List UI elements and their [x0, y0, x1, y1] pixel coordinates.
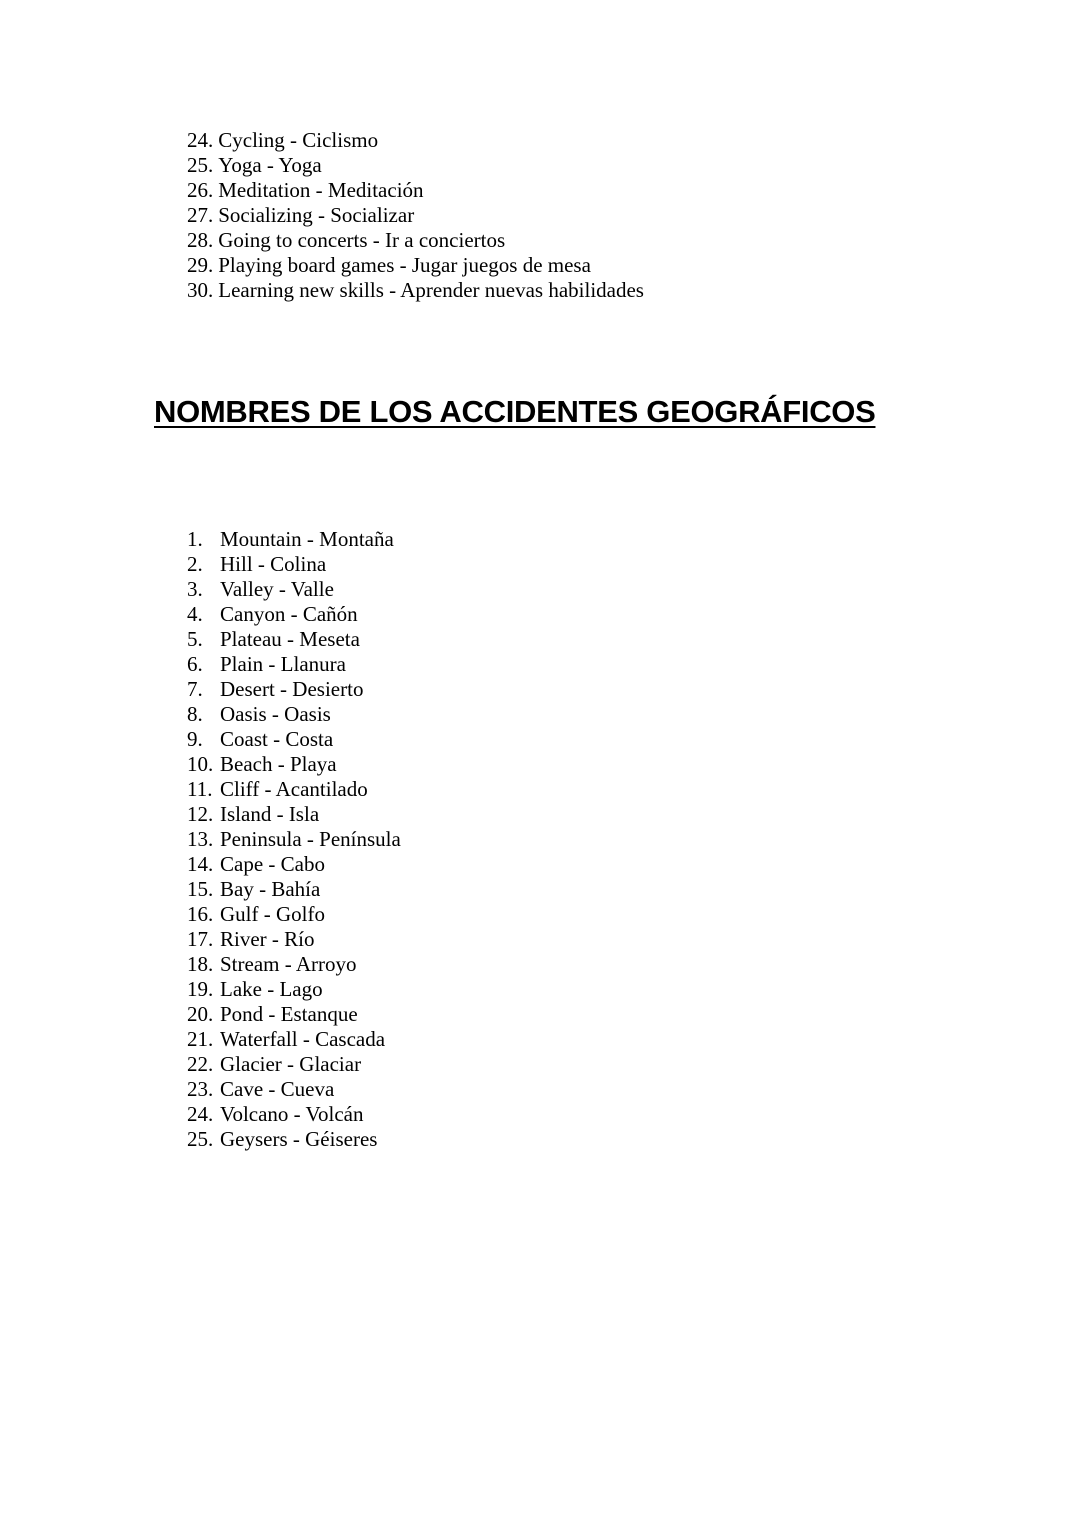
item-number: 10. — [187, 752, 214, 776]
item-text: Pond - Estanque — [220, 1002, 358, 1026]
list-item — [187, 128, 644, 153]
item-text: Canyon - Cañón — [220, 602, 358, 626]
item-number: 13. — [187, 827, 214, 851]
item-text: Glacier - Glaciar — [220, 1052, 362, 1076]
list-item — [187, 902, 401, 927]
item-number: 18. — [187, 952, 214, 976]
item-text: Meditation - Meditación — [218, 178, 424, 202]
list-item — [187, 153, 644, 178]
list-item — [187, 927, 401, 952]
item-text: Bay - Bahía — [220, 877, 321, 901]
item-text: Peninsula - Península — [220, 827, 401, 851]
geography-list — [187, 527, 401, 1152]
list-item — [187, 278, 644, 303]
list-item — [187, 852, 401, 877]
item-number: 24. — [187, 128, 214, 152]
item-number: 7. — [187, 677, 203, 701]
item-text: Going to concerts - Ir a conciertos — [218, 228, 506, 252]
list-item — [187, 577, 401, 602]
list-item — [187, 702, 401, 727]
item-text: Learning new skills - Aprender nuevas habilidades — [218, 278, 644, 302]
item-number: 24. — [187, 1102, 214, 1126]
list-item — [187, 827, 401, 852]
list-item — [187, 1027, 401, 1052]
item-text: Waterfall - Cascada — [220, 1027, 386, 1051]
item-number: 8. — [187, 702, 203, 726]
item-text: Stream - Arroyo — [220, 952, 357, 976]
item-number: 15. — [187, 877, 214, 901]
item-number: 1. — [187, 527, 203, 551]
list-item — [187, 1077, 401, 1102]
item-number: 14. — [187, 852, 214, 876]
item-number: 19. — [187, 977, 214, 1001]
item-number: 16. — [187, 902, 214, 926]
hobbies-list — [187, 128, 644, 303]
list-item — [187, 253, 644, 278]
item-text: Oasis - Oasis — [220, 702, 331, 726]
list-item — [187, 877, 401, 902]
item-text: Cliff - Acantilado — [220, 777, 368, 801]
item-text: Mountain - Montaña — [220, 527, 394, 551]
item-text: Beach - Playa — [220, 752, 337, 776]
item-number: 27. — [187, 203, 214, 227]
item-number: 2. — [187, 552, 203, 576]
item-text: Valley - Valle — [220, 577, 334, 601]
list-item — [187, 203, 644, 228]
item-number: 28. — [187, 228, 214, 252]
list-item — [187, 602, 401, 627]
item-text: Cape - Cabo — [220, 852, 325, 876]
list-item — [187, 1127, 401, 1152]
item-number: 20. — [187, 1002, 214, 1026]
item-text: Yoga - Yoga — [218, 153, 322, 177]
item-text: Playing board games - Jugar juegos de mesa — [218, 253, 591, 277]
list-item — [187, 552, 401, 577]
list-item — [187, 1052, 401, 1077]
list-item — [187, 527, 401, 552]
list-item — [187, 777, 401, 802]
item-number: 22. — [187, 1052, 214, 1076]
list-item — [187, 752, 401, 777]
item-number: 25. — [187, 1127, 214, 1151]
item-text: Geysers - Géiseres — [220, 1127, 378, 1151]
item-text: Gulf - Golfo — [220, 902, 325, 926]
list-item — [187, 228, 644, 253]
item-number: 26. — [187, 178, 214, 202]
list-item — [187, 1002, 401, 1027]
list-item — [187, 178, 644, 203]
item-text: Volcano - Volcán — [220, 1102, 364, 1126]
item-number: 4. — [187, 602, 203, 626]
item-number: 30. — [187, 278, 214, 302]
item-text: Lake - Lago — [220, 977, 323, 1001]
item-number: 5. — [187, 627, 203, 651]
list-item — [187, 952, 401, 977]
item-number: 17. — [187, 927, 214, 951]
list-item — [187, 627, 401, 652]
item-number: 29. — [187, 253, 214, 277]
item-number: 9. — [187, 727, 203, 751]
list-item — [187, 802, 401, 827]
list-item — [187, 652, 401, 677]
item-text: Hill - Colina — [220, 552, 327, 576]
section-heading: NOMBRES DE LOS ACCIDENTES GEOGRÁFICOS — [154, 394, 876, 429]
list-item — [187, 1102, 401, 1127]
item-text: Desert - Desierto — [220, 677, 364, 701]
item-text: Coast - Costa — [220, 727, 334, 751]
item-number: 23. — [187, 1077, 214, 1101]
item-text: Plateau - Meseta — [220, 627, 360, 651]
list-item — [187, 677, 401, 702]
item-text: Island - Isla — [220, 802, 320, 826]
item-number: 11. — [187, 777, 213, 801]
item-number: 3. — [187, 577, 203, 601]
item-number: 21. — [187, 1027, 214, 1051]
item-text: Cycling - Ciclismo — [218, 128, 379, 152]
item-number: 25. — [187, 153, 214, 177]
item-number: 6. — [187, 652, 203, 676]
item-number: 12. — [187, 802, 214, 826]
list-item — [187, 727, 401, 752]
item-text: Plain - Llanura — [220, 652, 346, 676]
item-text: Socializing - Socializar — [218, 203, 415, 227]
item-text: River - Río — [220, 927, 315, 951]
item-text: Cave - Cueva — [220, 1077, 335, 1101]
list-item — [187, 977, 401, 1002]
